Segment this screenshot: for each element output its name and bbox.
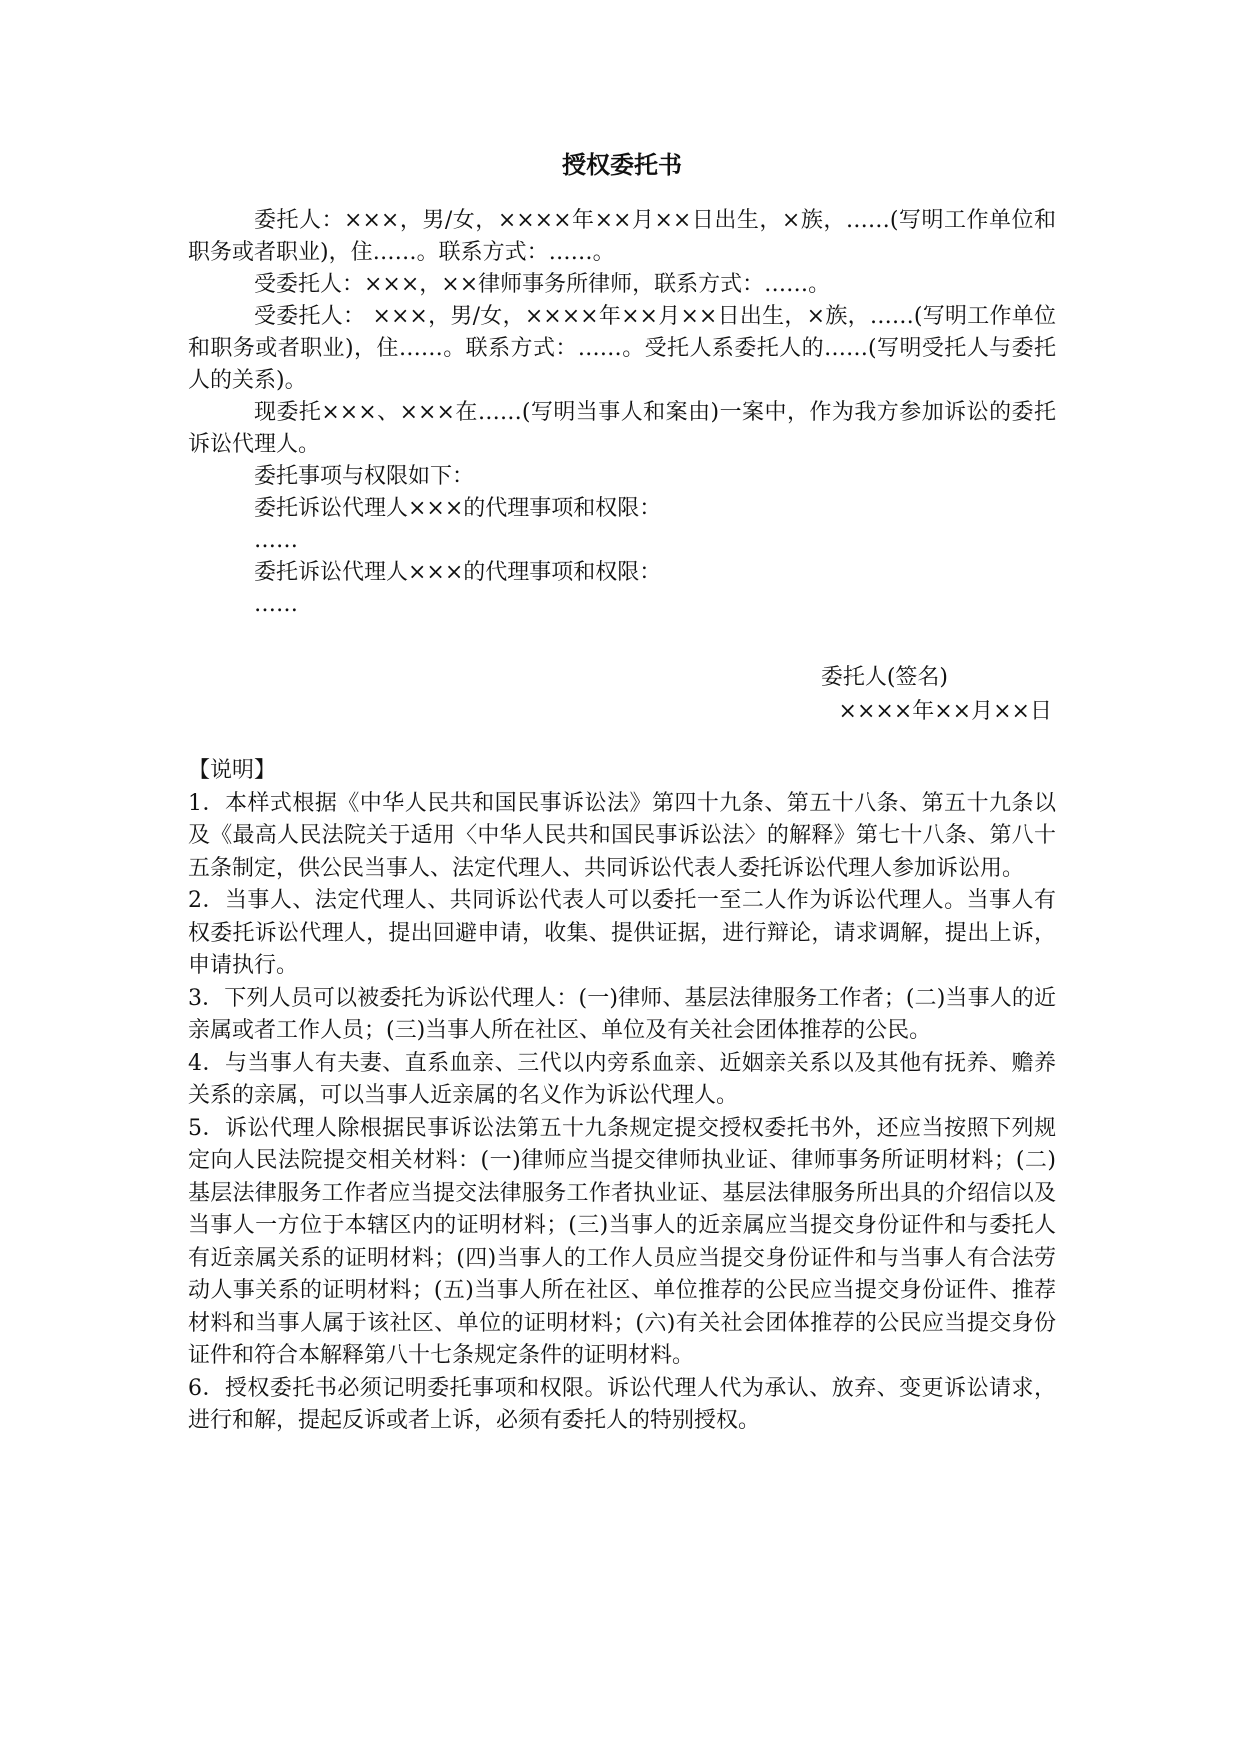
agent-scope-2-content: ……: [254, 592, 298, 617]
note-item-4: 4．与当事人有夫妻、直系血亲、三代以内旁系血亲、近姻亲关系以及其他有抚养、赡养关系的亲属，可以当事人近亲属的名义作为诉讼代理人。: [188, 1050, 1056, 1108]
agent-scope-2-label: 委托诉讼代理人×××的代理事项和权限：: [254, 560, 662, 585]
signature-block: [188, 661, 1056, 729]
principal-paragraph: 委托人：×××，男/女，××××年××月××日出生，×族，……(写明工作单位和职务或者职业)，住……。联系方式：……。: [188, 208, 1056, 265]
notes-heading: 【说明】: [188, 758, 277, 783]
agent-scope-1-content: ……: [254, 528, 298, 553]
agent-lawyer-paragraph: 受委托人：×××，××律师事务所律师，联系方式：……。: [254, 272, 831, 297]
entrustment-paragraph: 现委托×××、×××在……(写明当事人和案由)一案中，作为我方参加诉讼的委托诉讼代理人。: [188, 400, 1056, 457]
document-title: 授权委托书: [562, 150, 682, 179]
signature-label: 委托人(签名): [820, 665, 948, 690]
note-item-1: 1．本样式根据《中华人民共和国民事诉讼法》第四十九条、第五十八条、第五十九条以及《最高人民法院关于适用〈中华人民共和国民事诉讼法〉的解释》第七十八条、第八十五条制定，供公民当事人、法定代理人、共同诉讼代表人委托诉讼代理人参加诉讼用。: [188, 790, 1056, 881]
notes-section: [188, 755, 1056, 1438]
note-item-5: 5．诉讼代理人除根据民事诉讼法第五十九条规定提交授权委托书外，还应当按照下列规定向人民法院提交相关材料：(一)律师应当提交律师执业证、律师事务所证明材料；(二)基层法律服务工作者应当提交法律服务工作者执业证、基层法律服务所出具的介绍信以及当事人一方位于本辖区内的证明材料；(三)当事人的近亲属应当提交身份证件和与委托人有近亲属关系的证明材料；(四)当事人的工作人员应当提交身份证件和与当事人有合法劳动人事关系的证明材料；(五)当事人所在社区、单位推荐的公民应当提交身份证件、推荐材料和当事人属于该社区、单位的证明材料；(六)有关社会团体推荐的公民应当提交身份证件和符合本解释第八十七条规定条件的证明材料。: [188, 1115, 1056, 1368]
document-page: [188, 148, 1056, 1438]
note-item-3: 3．下列人员可以被委托为诉讼代理人：(一)律师、基层法律服务工作者；(二)当事人的近亲属或者工作人员；(三)当事人所在社区、单位及有关社会团体推荐的公民。: [188, 985, 1056, 1043]
signature-date: ××××年××月××日: [838, 699, 1052, 724]
note-item-2: 2．当事人、法定代理人、共同诉讼代表人可以委托一至二人作为诉讼代理人。当事人有权委托诉讼代理人，提出回避申请，收集、提供证据，进行辩论，请求调解，提出上诉，申请执行。: [188, 888, 1056, 978]
document-body: [188, 205, 1056, 621]
agent-individual-paragraph: 受委托人： ×××，男/女，××××年××月××日出生，×族，……(写明工作单位和职务或者职业)，住……。联系方式：……。受托人系委托人的……(写明受托人与委托人的关系)。: [188, 304, 1056, 393]
scope-heading: 委托事项与权限如下：: [254, 464, 475, 489]
agent-scope-1-label: 委托诉讼代理人×××的代理事项和权限：: [254, 496, 662, 521]
note-item-6: 6．授权委托书必须记明委托事项和权限。诉讼代理人代为承认、放弃、变更诉讼请求，进行和解，提起反诉或者上诉，必须有委托人的特别授权。: [188, 1375, 1056, 1433]
